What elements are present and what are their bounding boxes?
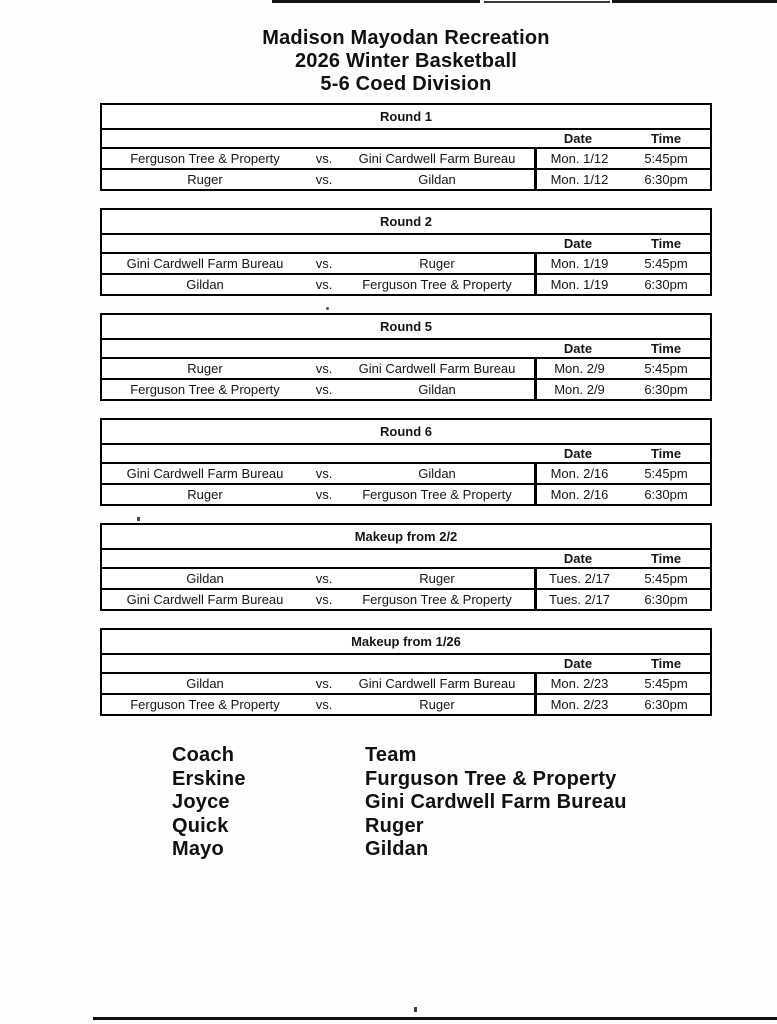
game-row: [102, 273, 710, 294]
coach-name: Joyce: [172, 791, 230, 813]
date-column-header: Date: [563, 446, 593, 461]
game-time: 5:45pm: [644, 676, 688, 691]
time-column-header: Time: [650, 341, 682, 356]
game-row: [102, 149, 710, 168]
game-row: [102, 168, 710, 189]
home-team: Ferguson Tree & Property: [130, 151, 280, 166]
game-date: Mon. 1/12: [534, 170, 622, 189]
away-team: Ruger: [419, 571, 455, 586]
game-row: [102, 588, 710, 609]
column-header-row: [102, 445, 710, 464]
column-header-row: [102, 235, 710, 254]
team-name: Ruger: [365, 814, 424, 837]
column-header-row: [102, 130, 710, 149]
game-time: 5:45pm: [644, 571, 688, 586]
away-team: Ferguson Tree & Property: [362, 592, 512, 607]
team-column-header: Team: [365, 744, 417, 766]
scan-artifact-bottom-line: [93, 1017, 777, 1020]
away-team: Gini Cardwell Farm Bureau: [358, 151, 516, 166]
coach-name: Erskine: [172, 767, 246, 790]
header-spacer: [102, 445, 534, 462]
coach-team-roster: [172, 744, 627, 862]
vs-label: vs.: [315, 172, 333, 187]
game-time: 5:45pm: [644, 466, 688, 481]
coach-name: Quick: [172, 814, 229, 837]
away-team: Gildan: [418, 466, 456, 481]
round-table-5: [100, 313, 712, 401]
game-time: 5:45pm: [644, 361, 688, 376]
time-column-header: Time: [650, 131, 682, 146]
game-date: Mon. 1/19: [534, 275, 622, 294]
document-title: [100, 27, 712, 96]
home-team: Gini Cardwell Farm Bureau: [126, 256, 284, 271]
round-title: Makeup from 2/2: [102, 525, 710, 550]
round-title: Round 5: [102, 315, 710, 340]
round-title: Makeup from 1/26: [102, 630, 710, 655]
home-team: Gini Cardwell Farm Bureau: [126, 466, 284, 481]
scan-artifact-top-line: [484, 1, 610, 3]
game-row: [102, 254, 710, 273]
title-line-division: 5-6 Coed Division: [320, 73, 492, 95]
game-time: 6:30pm: [644, 277, 688, 292]
coach-name: Mayo: [172, 838, 224, 860]
game-date: Tues. 2/17: [534, 590, 622, 609]
round-table-6: [100, 418, 712, 506]
game-date: Mon. 2/9: [534, 380, 622, 399]
team-name: Gildan: [365, 838, 429, 860]
game-time: 6:30pm: [644, 487, 688, 502]
game-date: Mon. 1/12: [534, 149, 622, 168]
team-name: Furguson Tree & Property: [365, 767, 617, 790]
home-team: Ferguson Tree & Property: [130, 382, 280, 397]
away-team: Gildan: [418, 382, 456, 397]
vs-label: vs.: [315, 277, 333, 292]
vs-label: vs.: [315, 697, 333, 712]
time-column-header: Time: [650, 656, 682, 671]
vs-label: vs.: [315, 466, 333, 481]
scan-artifact-speck: [414, 1007, 417, 1012]
time-column-header: Time: [650, 446, 682, 461]
time-column-header: Time: [650, 236, 682, 251]
vs-label: vs.: [315, 487, 333, 502]
vs-label: vs.: [315, 361, 333, 376]
game-date: Mon. 2/23: [534, 674, 622, 693]
game-time: 5:45pm: [644, 256, 688, 271]
game-date: Mon. 2/16: [534, 485, 622, 504]
away-team: Gildan: [418, 172, 456, 187]
game-date: Tues. 2/17: [534, 569, 622, 588]
home-team: Ruger: [187, 487, 223, 502]
header-spacer: [102, 655, 534, 672]
game-date: Mon. 2/23: [534, 695, 622, 714]
header-spacer: [102, 340, 534, 357]
date-column-header: Date: [563, 341, 593, 356]
column-header-row: [102, 655, 710, 674]
header-spacer: [102, 235, 534, 252]
game-row: [102, 693, 710, 714]
game-date: Mon. 1/19: [534, 254, 622, 273]
game-time: 6:30pm: [644, 592, 688, 607]
game-row: [102, 483, 710, 504]
coach-column-header: Coach: [172, 744, 235, 766]
away-team: Ruger: [419, 697, 455, 712]
away-team: Ruger: [419, 256, 455, 271]
home-team: Ruger: [187, 361, 223, 376]
column-header-row: [102, 550, 710, 569]
header-spacer: [102, 550, 534, 567]
scan-artifact-top-line: [272, 0, 480, 3]
game-time: 5:45pm: [644, 151, 688, 166]
date-column-header: Date: [563, 551, 593, 566]
header-spacer: [102, 130, 534, 147]
vs-label: vs.: [315, 256, 333, 271]
date-column-header: Date: [563, 236, 593, 251]
round-table-2: [100, 208, 712, 296]
round-title: Round 2: [102, 210, 710, 235]
home-team: Gildan: [186, 571, 224, 586]
home-team: Gildan: [186, 277, 224, 292]
away-team: Ferguson Tree & Property: [362, 277, 512, 292]
schedule-tables: [100, 103, 712, 733]
game-row: [102, 378, 710, 399]
game-date: Mon. 2/16: [534, 464, 622, 483]
game-time: 6:30pm: [644, 382, 688, 397]
makeup-table-2-2: [100, 523, 712, 611]
makeup-table-1-26: [100, 628, 712, 716]
round-title: Round 6: [102, 420, 710, 445]
home-team: Gildan: [186, 676, 224, 691]
game-date: Mon. 2/9: [534, 359, 622, 378]
title-line-org: Madison Mayodan Recreation: [262, 27, 550, 49]
vs-label: vs.: [315, 676, 333, 691]
away-team: Gini Cardwell Farm Bureau: [358, 361, 516, 376]
game-row: [102, 569, 710, 588]
game-time: 6:30pm: [644, 697, 688, 712]
home-team: Ferguson Tree & Property: [130, 697, 280, 712]
vs-label: vs.: [315, 571, 333, 586]
home-team: Gini Cardwell Farm Bureau: [126, 592, 284, 607]
vs-label: vs.: [315, 382, 333, 397]
game-row: [102, 359, 710, 378]
game-time: 6:30pm: [644, 172, 688, 187]
game-row: [102, 464, 710, 483]
game-row: [102, 674, 710, 693]
column-header-row: [102, 340, 710, 359]
vs-label: vs.: [315, 151, 333, 166]
away-team: Gini Cardwell Farm Bureau: [358, 676, 516, 691]
vs-label: vs.: [315, 592, 333, 607]
home-team: Ruger: [187, 172, 223, 187]
round-title: Round 1: [102, 105, 710, 130]
title-line-season: 2026 Winter Basketball: [294, 50, 518, 72]
round-table-1: [100, 103, 712, 191]
scan-artifact-top-line: [612, 0, 777, 3]
team-name: Gini Cardwell Farm Bureau: [365, 791, 627, 813]
date-column-header: Date: [563, 656, 593, 671]
date-column-header: Date: [563, 131, 593, 146]
time-column-header: Time: [650, 551, 682, 566]
away-team: Ferguson Tree & Property: [362, 487, 512, 502]
